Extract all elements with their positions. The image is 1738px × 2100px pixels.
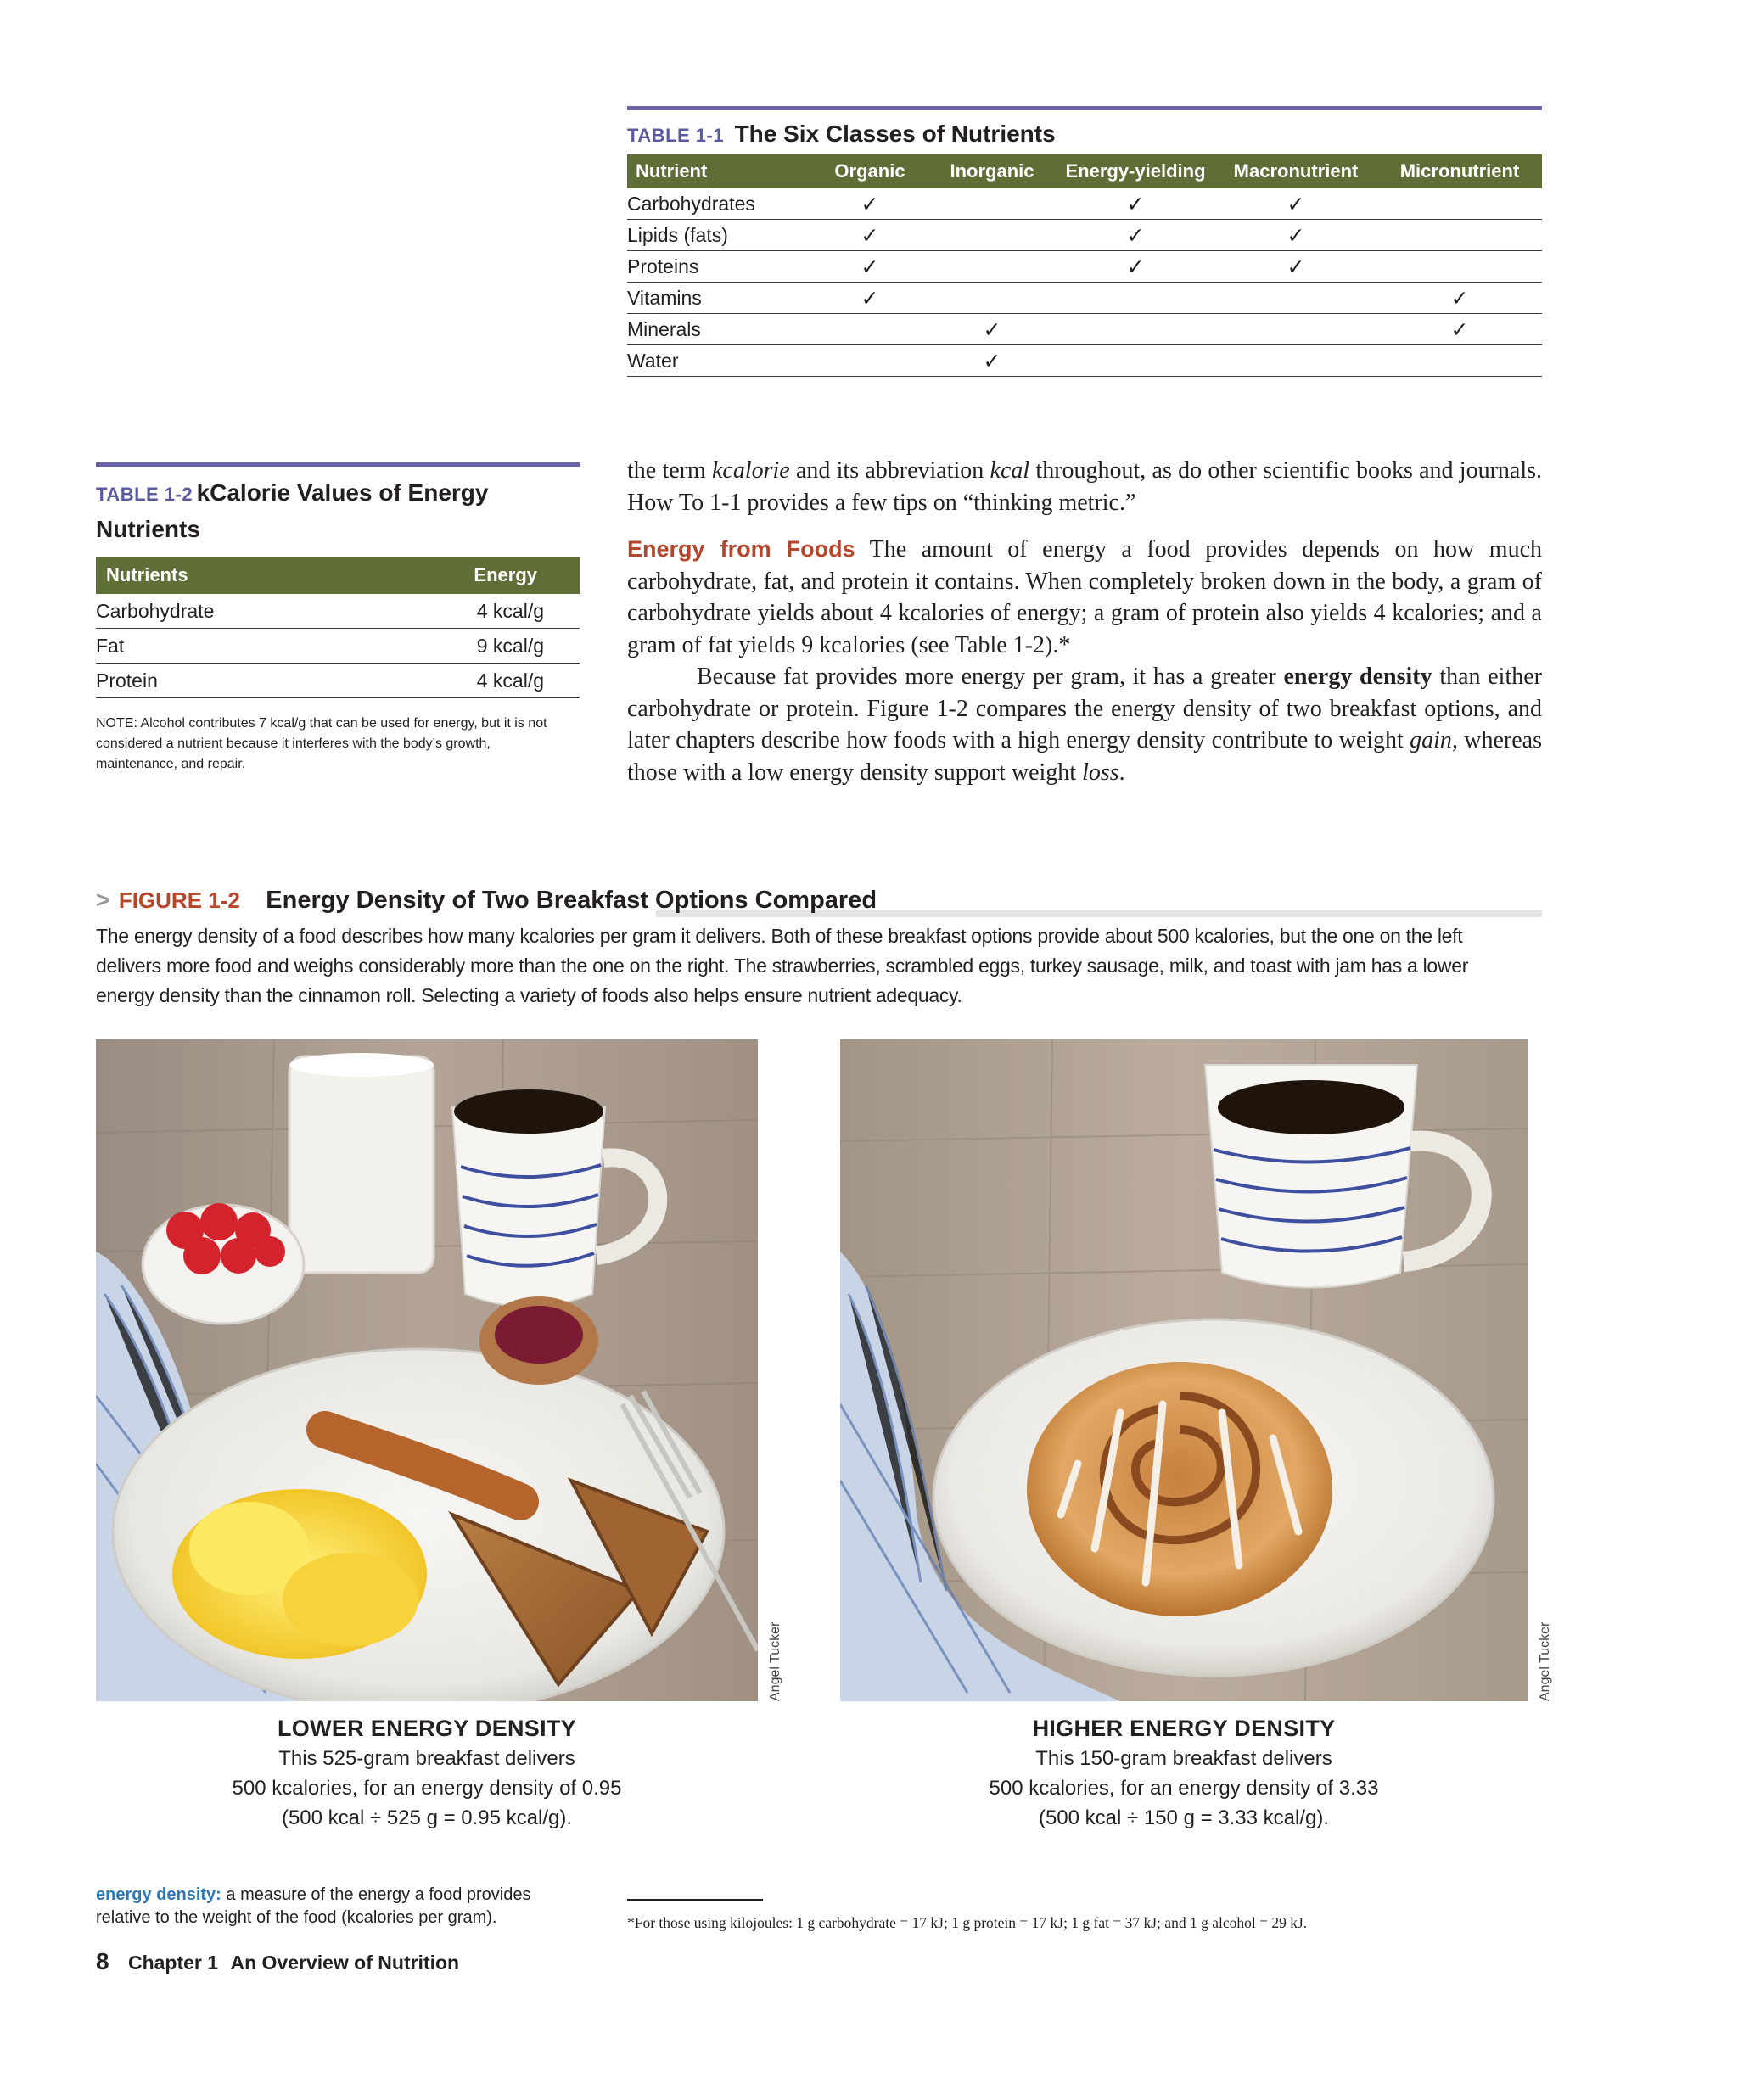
table-1-1 xyxy=(627,106,1542,377)
key-term: energy density xyxy=(1283,664,1432,690)
paragraph xyxy=(627,534,1542,661)
check-mark-cell: ✓ xyxy=(1377,314,1542,345)
text-run: , whereas those with a low energy density support weight xyxy=(627,727,1542,786)
caption-line: This 525-gram breakfast delivers xyxy=(278,1747,575,1770)
footnote-rule xyxy=(627,1899,763,1901)
empty-cell xyxy=(1377,251,1542,283)
paragraph xyxy=(627,455,1542,518)
footnote: *For those using kilojoules: 1 g carbohydrate = 17 kJ; 1 g protein = 17 kJ; 1 g fat = 37 kJ; and 1 g alcohol = 29 kJ. xyxy=(627,1914,1308,1931)
table-caption xyxy=(627,120,1542,154)
empty-cell xyxy=(1377,220,1542,251)
empty-cell xyxy=(928,283,1057,314)
column-header: Energy-yielding xyxy=(1057,154,1214,188)
figure-arrow: > xyxy=(96,887,110,913)
caption-line: 500 kcalories, for an energy density of 3.33 xyxy=(989,1777,1379,1800)
energy-cell: 9 kcal/g xyxy=(476,634,544,657)
table-rule xyxy=(627,106,1542,110)
table-row xyxy=(627,220,1542,251)
text-run: than either carbohydrate or protein. Figure 1-2 compares the energy density of two breakfast options, and later chapters describe how foods with a high energy density contribute to weight xyxy=(627,664,1542,753)
chapter-label: Chapter 1 xyxy=(127,1952,219,1974)
photo-caption-lower-density xyxy=(96,1714,758,1833)
check-mark-cell: ✓ xyxy=(1057,251,1214,283)
figure-title: Energy Density of Two Breakfast Options Compared xyxy=(266,887,877,914)
empty-cell xyxy=(812,345,928,377)
nutrient-name-cell: Carbohydrates xyxy=(627,188,812,220)
page-folio xyxy=(96,1948,459,1975)
table-number: TABLE 1-1 xyxy=(627,125,725,146)
caption-line: (500 kcal ÷ 525 g = 0.95 kcal/g). xyxy=(281,1806,573,1829)
table-row xyxy=(627,314,1542,345)
energy-cell: 4 kcal/g xyxy=(476,599,544,622)
empty-cell xyxy=(1377,188,1542,220)
photo-credit: Angel Tucker xyxy=(1538,1621,1552,1701)
empty-cell xyxy=(1057,283,1214,314)
check-mark-cell: ✓ xyxy=(1214,251,1377,283)
column-header: Nutrients xyxy=(106,564,188,585)
breakfast-photo-higher-density xyxy=(840,1039,1528,1701)
check-mark-cell: ✓ xyxy=(1377,283,1542,314)
nutrient-name-cell: Proteins xyxy=(627,251,812,283)
check-mark-cell: ✓ xyxy=(928,314,1057,345)
caption-heading: HIGHER ENERGY DENSITY xyxy=(1032,1716,1336,1741)
check-mark-cell: ✓ xyxy=(1214,220,1377,251)
table-row xyxy=(96,629,580,664)
table-1-2 xyxy=(96,462,580,775)
photo-credit: Angel Tucker xyxy=(768,1621,782,1701)
nutrient-cell: Carbohydrate xyxy=(96,599,215,622)
check-mark-cell: ✓ xyxy=(812,283,928,314)
empty-cell xyxy=(1377,345,1542,377)
empty-cell xyxy=(1057,345,1214,377)
check-mark-cell: ✓ xyxy=(812,220,928,251)
text-run: and its abbreviation xyxy=(789,457,990,484)
text-run: . xyxy=(1118,759,1125,786)
table-title: The Six Classes of Nutrients xyxy=(734,120,1056,147)
photo-caption-higher-density xyxy=(840,1714,1528,1833)
text-run: Because fat provides more energy per gram, it has a greater xyxy=(697,664,1284,690)
glossary-entry xyxy=(96,1884,571,1929)
glossary-term: energy density: xyxy=(96,1885,221,1904)
nutrient-cell: Protein xyxy=(96,669,158,692)
check-mark-cell: ✓ xyxy=(928,345,1057,377)
empty-cell xyxy=(812,314,928,345)
table-header-row xyxy=(96,557,580,594)
text-run: the term xyxy=(627,457,712,484)
table-title: kCalorie Values of Energy Nutrients xyxy=(96,479,489,542)
empty-cell xyxy=(928,251,1057,283)
italic-term: kcalorie xyxy=(712,457,790,484)
check-mark-cell: ✓ xyxy=(812,251,928,283)
column-header: Energy xyxy=(474,564,537,585)
check-mark-cell: ✓ xyxy=(1057,220,1214,251)
chapter-title: An Overview of Nutrition xyxy=(230,1952,460,1974)
table-row xyxy=(627,251,1542,283)
italic-term: kcal xyxy=(990,457,1030,484)
paragraph xyxy=(627,661,1542,788)
figure-caption: The energy density of a food describes how many kcalories per gram it delivers. Both of these breakfast options provide about 500 kcalories, but the one on the left delivers more food and weighs considerably more than the one on the right. The strawberries, scrambled eggs, turkey sausage, milk, and toast with jam has a lower energy density than the cinnamon roll. Selecting a variety of foods also helps ensure nutrient adequacy. xyxy=(96,925,1469,1006)
italic-term: gain xyxy=(1410,727,1452,753)
column-header: Organic xyxy=(812,154,928,188)
caption-line: This 150-gram breakfast delivers xyxy=(1035,1747,1332,1770)
column-header: Macronutrient xyxy=(1214,154,1377,188)
text-run: throughout, as do other scientific books and journals. How To 1-1 provides a few tips on “thinking metric.” xyxy=(627,457,1542,516)
table-note: NOTE: Alcohol contributes 7 kcal/g that can be used for energy, but it is not considered a nutrient because it interferes with the body’s growth, maintenance, and repair. xyxy=(96,716,547,771)
empty-cell xyxy=(1214,314,1377,345)
energy-cell: 4 kcal/g xyxy=(476,669,544,692)
table-rule xyxy=(96,462,580,467)
figure-number: FIGURE 1-2 xyxy=(118,888,240,913)
table-row xyxy=(627,345,1542,377)
caption-line: (500 kcal ÷ 150 g = 3.33 kcal/g). xyxy=(1038,1806,1330,1829)
nutrient-cell: Fat xyxy=(96,634,125,657)
check-mark-cell: ✓ xyxy=(1214,188,1377,220)
nutrient-name-cell: Vitamins xyxy=(627,283,812,314)
empty-cell xyxy=(928,220,1057,251)
breakfast-photo-lower-density xyxy=(96,1039,758,1701)
table-row xyxy=(627,283,1542,314)
nutrient-name-cell: Water xyxy=(627,345,812,377)
check-mark-cell: ✓ xyxy=(812,188,928,220)
empty-cell xyxy=(1214,345,1377,377)
nutrient-classes-table xyxy=(627,154,1542,377)
empty-cell xyxy=(1214,283,1377,314)
table-number: TABLE 1-2 xyxy=(96,484,193,505)
table-row xyxy=(96,664,580,698)
caption-line: 500 kcalories, for an energy density of 0.95 xyxy=(232,1777,622,1800)
figure-heading xyxy=(96,887,1542,917)
table-body xyxy=(627,188,1542,377)
run-in-heading: Energy from Foods xyxy=(627,536,855,562)
table-row xyxy=(96,594,580,629)
nutrient-name-cell: Minerals xyxy=(627,314,812,345)
table-header-row xyxy=(627,154,1542,188)
table-caption xyxy=(96,477,580,550)
italic-term: loss xyxy=(1082,759,1119,786)
check-mark-cell: ✓ xyxy=(1057,188,1214,220)
nutrient-name-cell: Lipids (fats) xyxy=(627,220,812,251)
caption-heading: LOWER ENERGY DENSITY xyxy=(277,1716,577,1741)
column-header: Nutrient xyxy=(627,154,812,188)
column-header: Micronutrient xyxy=(1377,154,1542,188)
glossary-definition: a measure of the energy a food provides relative to the weight of the food (kcalories per gram). xyxy=(96,1885,531,1927)
empty-cell xyxy=(1057,314,1214,345)
empty-cell xyxy=(928,188,1057,220)
column-header: Inorganic xyxy=(928,154,1057,188)
body-text xyxy=(627,455,1542,788)
text-run: The amount of energy a food provides depends on how much carbohydrate, fat, and protein it contains. When completely broken down in the body, a gram of carbohydrate yields about 4 kcalories of energy; a gram of protein also yields 4 kcalories; and a gram of fat yields 9 kcalories (see Table 1-2).* xyxy=(627,536,1542,658)
table-row xyxy=(627,188,1542,220)
page-number: 8 xyxy=(96,1948,109,1974)
